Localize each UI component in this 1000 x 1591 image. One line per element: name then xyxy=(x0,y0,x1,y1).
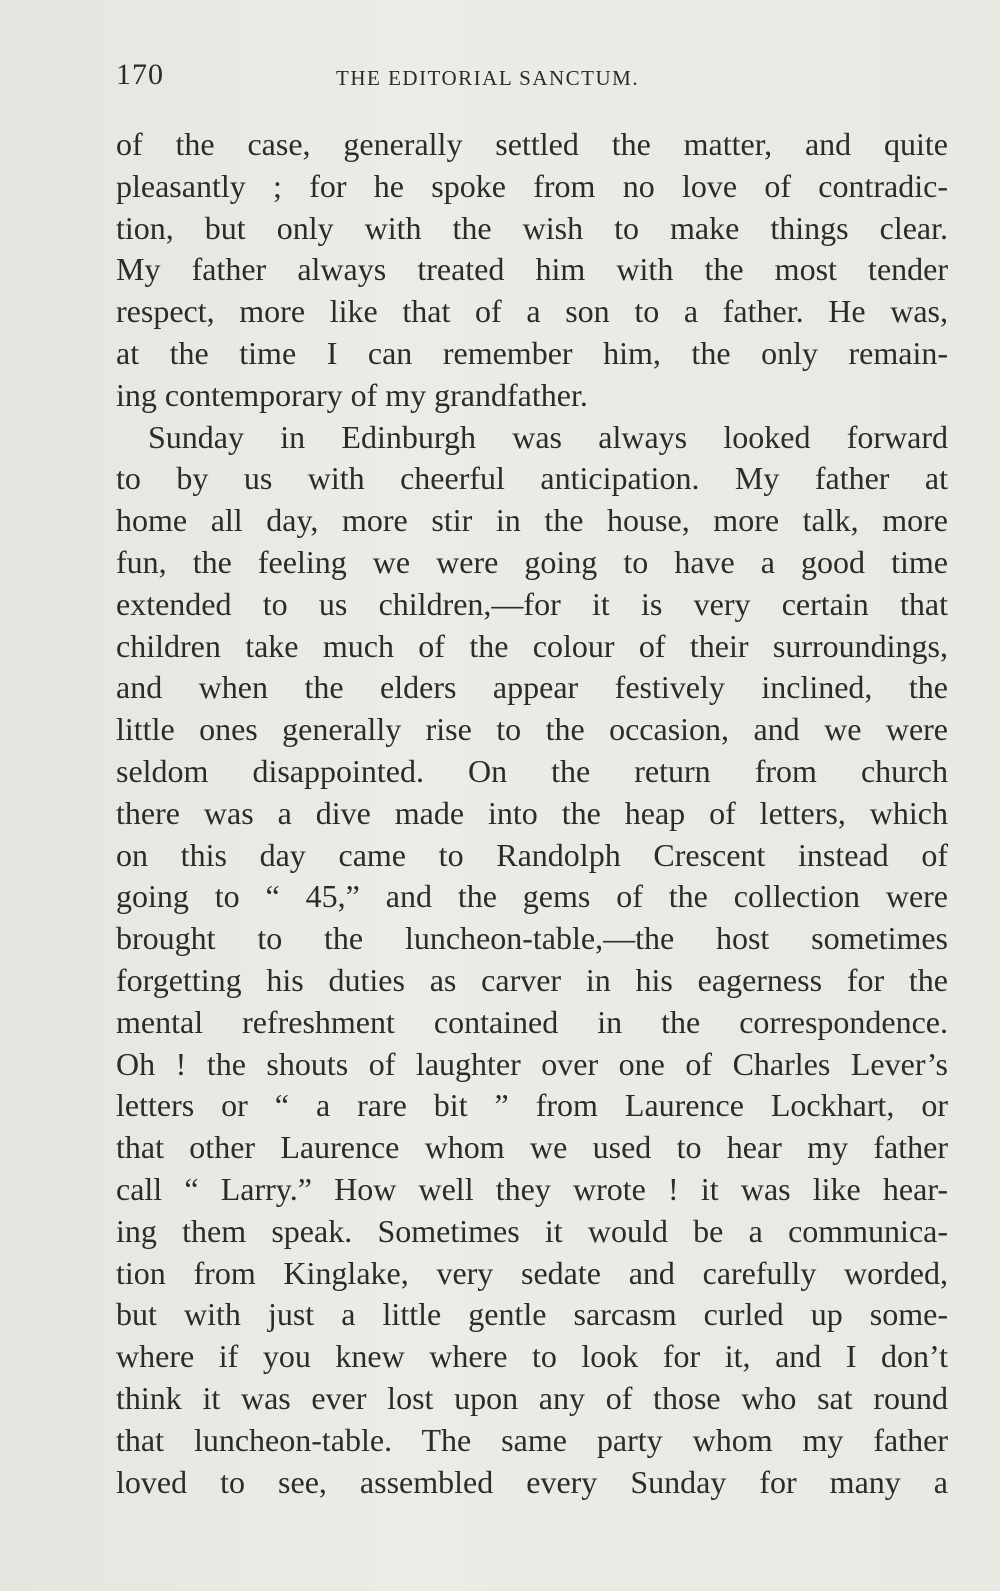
text-line: and when the elders appear festively inclined, the xyxy=(116,669,948,706)
text-line: fun, the feeling we were going to have a good time xyxy=(116,543,948,580)
text-line: to by us with cheerful anticipation. My father at xyxy=(116,460,948,497)
text-line: that luncheon-table. The same party whom my father xyxy=(116,1421,948,1458)
text-line: home all day, more stir in the house, more talk, more xyxy=(116,502,948,539)
text-line: children take much of the colour of their surroundings, xyxy=(116,627,948,664)
text-line: respect, more like that of a son to a father. He was, xyxy=(116,293,948,330)
text-line: mental refreshment contained in the correspondence. xyxy=(116,1003,948,1040)
running-title: THE EDITORIAL SANCTUM. xyxy=(336,66,640,90)
text-line: forgetting his duties as carver in his eagerness for the xyxy=(116,961,948,998)
text-line: call “ Larry.” How well they wrote ! it was like hear- xyxy=(116,1170,948,1207)
text-line: but with just a little gentle sarcasm curled up some- xyxy=(116,1296,948,1333)
text-line: ing contemporary of my grandfather. xyxy=(116,376,588,413)
body-text xyxy=(116,124,948,1503)
text-line: where if you knew where to look for it, and I don’t xyxy=(116,1338,948,1375)
text-line: on this day came to Randolph Crescent instead of xyxy=(116,836,948,873)
text-line: extended to us children,—for it is very certain that xyxy=(116,585,948,622)
paragraph-2 xyxy=(116,417,948,1504)
text-line: going to “ 45,” and the gems of the collection were xyxy=(116,878,948,915)
text-line: of the case, generally settled the matter, and quite xyxy=(116,126,948,162)
text-line: Oh ! the shouts of laughter over one of Charles Lever’s xyxy=(116,1045,948,1082)
paragraph-1 xyxy=(116,124,948,417)
text-line: letters or “ a rare bit ” from Laurence Lockhart, or xyxy=(116,1087,948,1124)
text-line: brought to the luncheon-table,—the host sometimes xyxy=(116,920,948,957)
text-line: at the time I can remember him, the only remain- xyxy=(116,334,948,371)
text-line: Sunday in Edinburgh was always looked forward xyxy=(148,418,948,455)
text-line: ing them speak. Sometimes it would be a communica- xyxy=(116,1212,948,1249)
text-line: tion from Kinglake, very sedate and carefully worded, xyxy=(116,1254,948,1291)
text-line: there was a dive made into the heap of letters, which xyxy=(116,794,948,831)
text-line: loved to see, assembled every Sunday for many a xyxy=(116,1463,948,1500)
page-header xyxy=(116,58,946,98)
text-line: pleasantly ; for he spoke from no love of contradic- xyxy=(116,167,948,204)
text-line: think it was ever lost upon any of those who sat round xyxy=(116,1379,948,1416)
text-line: that other Laurence whom we used to hear my father xyxy=(116,1129,948,1166)
text-line: tion, but only with the wish to make things clear. xyxy=(116,209,948,246)
page-number: 170 xyxy=(116,58,164,91)
text-line: little ones generally rise to the occasion, and we were xyxy=(116,711,948,748)
text-line: seldom disappointed. On the return from church xyxy=(116,752,948,789)
text-line: My father always treated him with the most tender xyxy=(116,251,948,288)
